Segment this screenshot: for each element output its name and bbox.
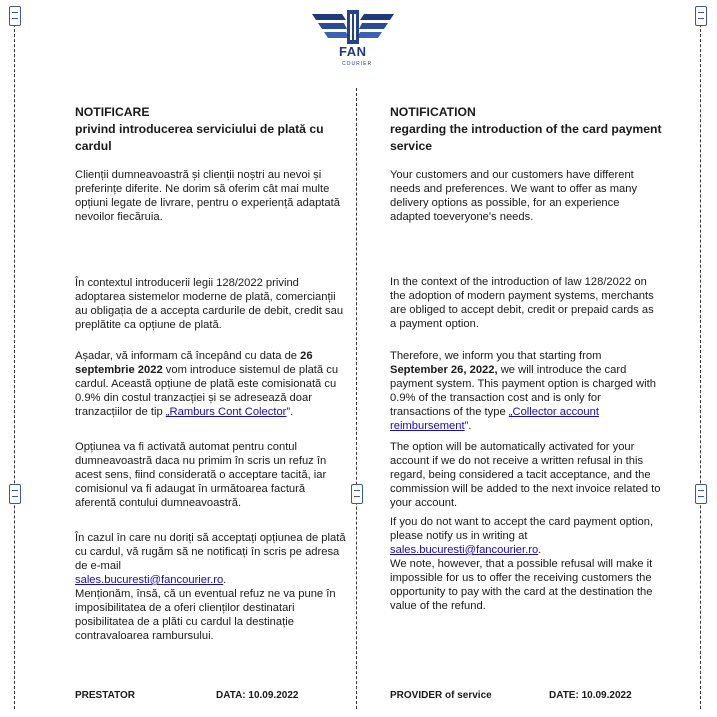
romanian-notification bbox=[75, 104, 347, 155]
paragraph-text: we will introduce the card payment system. This payment option is charged with 0.9% of the transaction cost and is only for transactions of the type bbox=[390, 364, 656, 418]
footer-provider-label: PROVIDER of service bbox=[390, 690, 492, 701]
email-link[interactable]: sales.bucuresti@fancourier.ro bbox=[75, 574, 224, 586]
paragraph-text: In the context of the introduction of law 128/2022 on the adoption of modern payment systems, merchants are obliged to accept debit, credit or prepaid cards as a payment option. bbox=[390, 276, 654, 330]
collector-account-reimbursement-link[interactable]: „Collector account reimbursement bbox=[390, 406, 599, 432]
punctuation: . bbox=[223, 574, 227, 586]
email-link[interactable]: sales.bucuresti@fancourier.ro bbox=[390, 544, 539, 556]
paragraph-text: Therefore, we inform you that starting from bbox=[390, 350, 602, 362]
page-border-left bbox=[14, 14, 15, 709]
right-paragraph-5 bbox=[390, 515, 662, 613]
paragraph-text: Opțiunea va fi activată automat pentru contul dumneavoastră daca nu primim în scris un refuz în acest sens, fiind considerată o acceptare tacită, iar comisionul va fi adaugat în următoarea factură aferentă contului dumneavoastră. bbox=[75, 441, 327, 509]
paragraph-text: În contextul introducerii legii 128/2022 privind adoptarea sistemelor moderne de plată, comercianții au obligația de a accepta cardurile de debit, credit sau preplătite ca opțiune de plată. bbox=[75, 277, 344, 331]
right-paragraph-4 bbox=[390, 440, 662, 510]
paragraph-text: Clienții dumneavoastră și clienții noștri au nevoi și preferințe diferite. Ne dorim să oferim cât mai multe opțiuni legate de livrare, pentru o experiență adaptată nevoilor fiecăruia. bbox=[75, 169, 340, 223]
right-paragraph-2 bbox=[390, 275, 662, 331]
right-paragraph-3 bbox=[390, 349, 662, 433]
left-paragraph-5 bbox=[75, 531, 347, 643]
column-divider bbox=[356, 88, 357, 709]
paragraph-text: Your customers and our customers have different needs and preferences. We want to offer as many delivery options as possible, for an experience adapted toeveryone's needs. bbox=[390, 169, 638, 223]
paragraph-text: If you do not want to accept the card payment option, please notify us in writing at bbox=[390, 516, 654, 542]
binder-ring-icon bbox=[9, 6, 21, 26]
start-date: September 26, 2022, bbox=[390, 364, 498, 376]
logo-subtext: COURIER bbox=[342, 61, 373, 67]
fan-courier-logo bbox=[312, 8, 394, 72]
paragraph-text: Menționăm, însă, că un eventual refuz ne va pune în imposibilitatea de a oferi clienților destinatari posibilitatea de a plăti cu cardul la destinație contravaloarea rambursului. bbox=[75, 588, 336, 642]
start-date: 26 septembrie 2022 bbox=[75, 350, 313, 376]
logo-text: FAN bbox=[339, 44, 367, 59]
paragraph-text: În cazul în care nu doriți să acceptați opțiunea de plată cu cardul, vă rugăm să ne notificați în scris pe adresa de e-mail bbox=[75, 532, 346, 572]
footer-date: DATE: 10.09.2022 bbox=[549, 690, 632, 701]
english-notification bbox=[390, 104, 662, 155]
binder-ring-icon bbox=[695, 484, 707, 504]
paragraph-text: We note, however, that a possible refusal will make it impossible for us to offer the receiving customers the opportunity to pay with the card at the destination the value of the refund. bbox=[390, 558, 653, 612]
left-paragraph-2 bbox=[75, 276, 347, 332]
page-border-right bbox=[700, 14, 701, 709]
punctuation: ”. bbox=[464, 420, 472, 432]
footer-provider-label: PRESTATOR bbox=[75, 690, 136, 701]
notification-title: NOTIFICARE bbox=[75, 105, 150, 119]
punctuation: . bbox=[538, 544, 542, 556]
binder-ring-icon bbox=[9, 484, 21, 504]
ramburs-cont-colector-link[interactable]: „Ramburs Cont Colector bbox=[165, 406, 287, 418]
punctuation: ”. bbox=[286, 406, 294, 418]
left-paragraph-3 bbox=[75, 349, 347, 419]
binder-ring-icon bbox=[351, 484, 363, 504]
paragraph-text: vom introduce sistemul de plată cu cardul. Această opțiune de plată este comisionată cu 0.9% din costul tranzacției și se adresează doar tranzacțiilor de tip bbox=[75, 364, 339, 418]
notification-title: NOTIFICATION bbox=[390, 105, 476, 119]
notification-subtitle: regarding the introduction of the card payment service bbox=[390, 122, 662, 153]
paragraph-text: Așadar, vă informam că începând cu data de bbox=[75, 350, 301, 362]
paragraph-text: The option will be automatically activated for your account if we do not receive a written refusal in this regard, being considered a tacit acceptance, and the commission will be added to the next invoice related to your account. bbox=[390, 441, 661, 509]
left-paragraph-1 bbox=[75, 168, 347, 224]
right-paragraph-1 bbox=[390, 168, 662, 224]
notification-subtitle: privind introducerea serviciului de plată cu cardul bbox=[75, 122, 324, 153]
binder-ring-icon bbox=[695, 6, 707, 26]
left-paragraph-4 bbox=[75, 440, 347, 510]
footer-date: DATA: 10.09.2022 bbox=[216, 690, 299, 701]
